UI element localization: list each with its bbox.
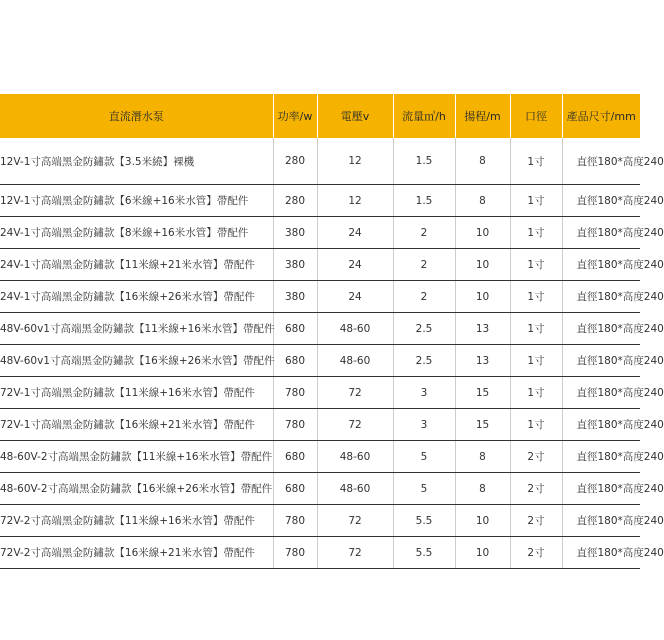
table-row (0, 537, 640, 569)
cell-caliber: 2寸 (510, 537, 562, 569)
cell-caliber: 1寸 (510, 313, 562, 345)
cell-size: 直徑180*高度240 (562, 377, 640, 409)
cell-power: 380 (273, 249, 317, 281)
header-head: 揚程/m (455, 94, 510, 138)
cell-size: 直徑180*高度240 (562, 473, 640, 505)
cell-voltage: 12 (317, 185, 393, 217)
cell-voltage: 72 (317, 409, 393, 441)
cell-voltage: 72 (317, 505, 393, 537)
cell-caliber: 1寸 (510, 377, 562, 409)
cell-pump-name: 72V-1寸高端黑金防鏽款【11米線+16米水管】帶配件 (0, 377, 273, 409)
cell-power: 780 (273, 409, 317, 441)
spec-table (0, 94, 664, 569)
cell-size: 直徑180*高度240 (562, 313, 640, 345)
cell-size: 直徑180*高度240 (562, 409, 640, 441)
cell-power: 680 (273, 313, 317, 345)
cell-flow: 1.5 (393, 138, 455, 185)
table-row (0, 217, 640, 249)
cell-size: 直徑180*高度240 (562, 537, 640, 569)
cell-voltage: 48-60 (317, 441, 393, 473)
cell-power: 680 (273, 345, 317, 377)
cell-pump-name: 72V-2寸高端黑金防鏽款【11米線+16米水管】帶配件 (0, 505, 273, 537)
cell-power: 380 (273, 217, 317, 249)
cell-head: 13 (455, 313, 510, 345)
cell-power: 280 (273, 138, 317, 185)
header-voltage: 電壓v (317, 94, 393, 138)
cell-pump-name: 72V-1寸高端黑金防鏽款【16米線+21米水管】帶配件 (0, 409, 273, 441)
cell-pump-name: 12V-1寸高端黑金防鏽款【3.5米繞】裸機 (0, 138, 273, 185)
cell-pump-name: 24V-1寸高端黑金防鏽款【8米線+16米水管】帶配件 (0, 217, 273, 249)
cell-caliber: 1寸 (510, 185, 562, 217)
cell-flow: 5.5 (393, 505, 455, 537)
table-row (0, 138, 640, 185)
cell-flow: 3 (393, 377, 455, 409)
cell-head: 10 (455, 537, 510, 569)
header-size: 產品尺寸/mm (562, 94, 640, 138)
table-row (0, 377, 640, 409)
cell-size: 直徑180*高度240 (562, 217, 640, 249)
cell-head: 15 (455, 409, 510, 441)
cell-head: 8 (455, 185, 510, 217)
cell-power: 680 (273, 441, 317, 473)
cell-power: 280 (273, 185, 317, 217)
cell-power: 780 (273, 537, 317, 569)
table-row (0, 249, 640, 281)
header-pump-name: 直流潛水泵 (0, 94, 273, 138)
table-row (0, 409, 640, 441)
cell-caliber: 1寸 (510, 409, 562, 441)
cell-flow: 2 (393, 249, 455, 281)
cell-pump-name: 48-60V-2寸高端黑金防鏽款【16米線+26米水管】帶配件 (0, 473, 273, 505)
cell-size: 直徑180*高度240 (562, 185, 640, 217)
cell-voltage: 24 (317, 249, 393, 281)
table-header-row (0, 94, 640, 138)
cell-voltage: 48-60 (317, 345, 393, 377)
cell-voltage: 12 (317, 138, 393, 185)
cell-power: 680 (273, 473, 317, 505)
cell-pump-name: 12V-1寸高端黑金防鏽款【6米線+16米水管】帶配件 (0, 185, 273, 217)
table-row (0, 441, 640, 473)
cell-flow: 2 (393, 281, 455, 313)
header-power: 功率/w (273, 94, 317, 138)
cell-head: 10 (455, 281, 510, 313)
cell-caliber: 1寸 (510, 217, 562, 249)
cell-pump-name: 72V-2寸高端黑金防鏽款【16米線+21米水管】帶配件 (0, 537, 273, 569)
cell-caliber: 2寸 (510, 505, 562, 537)
cell-pump-name: 48V-60v1寸高端黑金防鏽款【11米線+16米水管】帶配件 (0, 313, 273, 345)
cell-flow: 2 (393, 217, 455, 249)
cell-head: 10 (455, 249, 510, 281)
cell-flow: 5 (393, 473, 455, 505)
table-row (0, 185, 640, 217)
cell-power: 780 (273, 377, 317, 409)
cell-size: 直徑180*高度240 (562, 345, 640, 377)
table-row (0, 345, 640, 377)
cell-flow: 5.5 (393, 537, 455, 569)
cell-pump-name: 24V-1寸高端黑金防鏽款【16米線+26米水管】帶配件 (0, 281, 273, 313)
cell-head: 15 (455, 377, 510, 409)
cell-pump-name: 48V-60v1寸高端黑金防鏽款【16米線+26米水管】帶配件 (0, 345, 273, 377)
header-flow: 流量㎥/h (393, 94, 455, 138)
cell-voltage: 72 (317, 377, 393, 409)
cell-flow: 1.5 (393, 185, 455, 217)
cell-voltage: 72 (317, 537, 393, 569)
table-row (0, 313, 640, 345)
cell-caliber: 1寸 (510, 138, 562, 185)
cell-head: 8 (455, 441, 510, 473)
cell-caliber: 2寸 (510, 473, 562, 505)
cell-head: 8 (455, 138, 510, 185)
cell-flow: 2.5 (393, 345, 455, 377)
cell-flow: 5 (393, 441, 455, 473)
cell-size: 直徑180*高度240 (562, 281, 640, 313)
cell-caliber: 2寸 (510, 441, 562, 473)
cell-size: 直徑180*高度240 (562, 441, 640, 473)
cell-caliber: 1寸 (510, 281, 562, 313)
cell-size: 直徑180*高度240 (562, 249, 640, 281)
cell-power: 380 (273, 281, 317, 313)
header-caliber: 口徑 (510, 94, 562, 138)
cell-pump-name: 24V-1寸高端黑金防鏽款【11米線+21米水管】帶配件 (0, 249, 273, 281)
cell-caliber: 1寸 (510, 345, 562, 377)
cell-voltage: 24 (317, 217, 393, 249)
cell-flow: 2.5 (393, 313, 455, 345)
table-row (0, 281, 640, 313)
cell-head: 10 (455, 217, 510, 249)
cell-head: 8 (455, 473, 510, 505)
cell-flow: 3 (393, 409, 455, 441)
cell-caliber: 1寸 (510, 249, 562, 281)
cell-pump-name: 48-60V-2寸高端黑金防鏽款【11米線+16米水管】帶配件 (0, 441, 273, 473)
cell-power: 780 (273, 505, 317, 537)
cell-voltage: 48-60 (317, 473, 393, 505)
cell-head: 10 (455, 505, 510, 537)
cell-size: 直徑180*高度240 (562, 138, 640, 185)
cell-size: 直徑180*高度240 (562, 505, 640, 537)
cell-head: 13 (455, 345, 510, 377)
table-row (0, 505, 640, 537)
cell-voltage: 48-60 (317, 313, 393, 345)
table-row (0, 473, 640, 505)
cell-voltage: 24 (317, 281, 393, 313)
